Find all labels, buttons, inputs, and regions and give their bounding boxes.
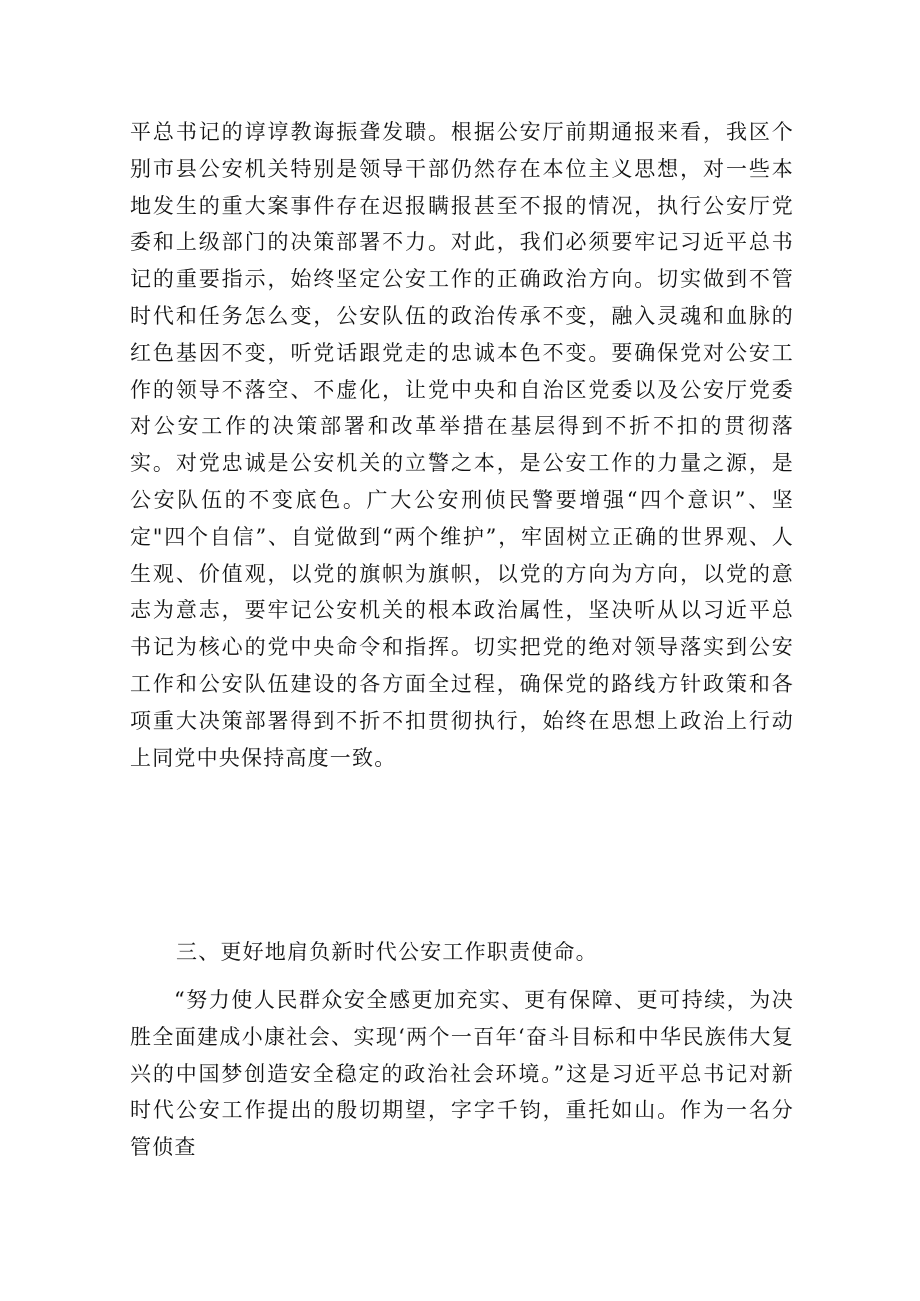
body-paragraph-2: “努力使人民群众安全感更加充实、更有保障、更可持续，为决胜全面建成小康社会、实现‘两个一百年‘奋斗目标和中华民族伟大复兴的中国梦创造安全稳定的政治社会环境。”这是习近平总书记对新时代公安工作提出的殷切期望，字字千钧，重托如山。作为一名分管侦查 <box>130 988 794 1160</box>
section-heading-3: 三、更好地肩负新时代公安工作职责使命。 <box>176 940 598 964</box>
body-paragraph-1: 平总书记的谆谆教诲振聋发聩。根据公安厅前期通报来看，我区个别市县公安机关特别是领导干部仍然存在本位主义思想，对一些本地发生的重大案事件存在迟报瞒报甚至不报的情况，执行公安厅党委和上级部门的决策部署不力。对此，我们必须要牢记习近平总书记的重要指示，始终坚定公安工作的正确政治方向。切实做到不管时代和任务怎么变，公安队伍的政治传承不变，融入灵魂和血脉的红色基因不变，听党话跟党走的忠诚本色不变。要确保党对公安工作的领导不落空、不虚化，让党中央和自治区党委以及公安厅党委对公安工作的决策部署和改革举措在基层得到不折不扣的贯彻落实。对党忠诚是公安机关的立警之本，是公安工作的力量之源，是公安队伍的不变底色。广大公安刑侦民警要增强“四个意识”、坚定"四个自信”、自觉做到“两个维护”，牢固树立正确的世界观、人生观、价值观，以党的旗帜为旗帜，以党的方向为方向，以党的意志为意志，要牢记公安机关的根本政治属性，坚决听从以习近平总书记为核心的党中央命令和指挥。切实把党的绝对领导落实到公安工作和公安队伍建设的各方面全过程，确保党的路线方针政策和各项重大决策部署得到不折不扣贯彻执行，始终在思想上政治上行动上同党中央保持高度一致。 <box>130 120 794 770</box>
